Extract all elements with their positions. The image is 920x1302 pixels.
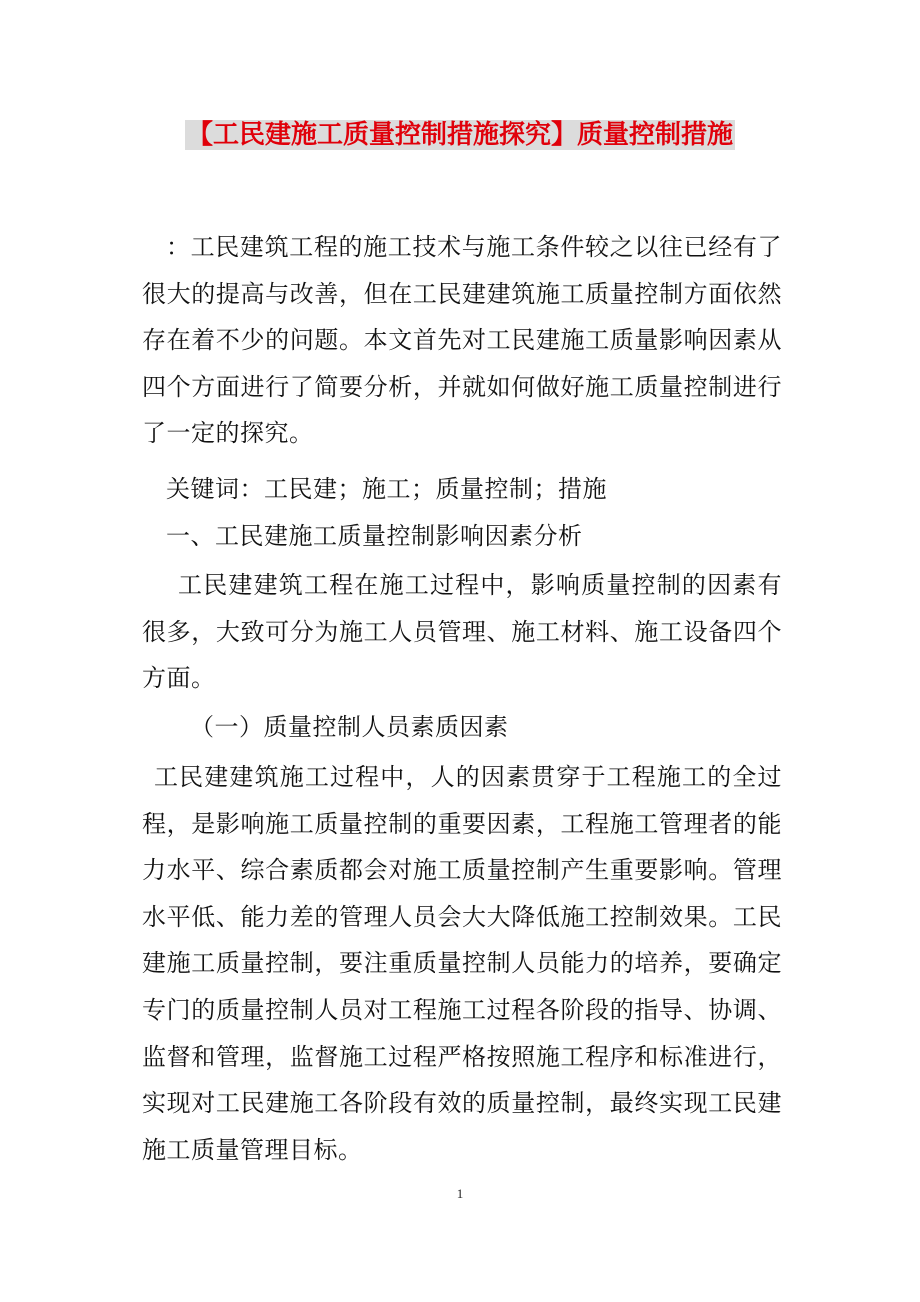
abstract-text: ：工民建筑工程的施工技术与施工条件较之以往已经有了很大的提高与改善，但在工民建建筑施工质量控制方面依然存在着不少的问题。本文首先对工民建施工质量影响因素从四个方面进行了简要分析，并就如何做好施工质量控制进行了一定的探究。: [142, 233, 782, 448]
subsection-heading: （一）质量控制人员素质因素: [190, 713, 509, 741]
section-paragraph: 工民建建筑工程在施工过程中，影响质量控制的因素有很多，大致可分为施工人员管理、施工材料、施工设备四个方面。: [142, 571, 782, 693]
keywords-line: 关键词：工民建；施工；质量控制；措施: [166, 475, 607, 503]
page-number: 1: [456, 1186, 464, 1201]
abstract-paragraph: [142, 224, 782, 457]
subsection-paragraph: 工民建建筑施工过程中，人的因素贯穿于工程施工的全过程，是影响施工质量控制的重要因素，工程施工管理者的能力水平、综合素质都会对施工质量控制产生重要影响。管理水平低、能力差的管理人员会大大降低施工控制效果。工民建施工质量控制，要注重质量控制人员能力的培养，要确定专门的质量控制人员对工程施工过程各阶段的指导、协调、监督和管理，监督施工过程严格按照施工程序和标准进行，实现对工民建施工各阶段有效的质量控制，最终实现工民建施工质量管理目标。: [142, 763, 782, 1164]
section-heading: 一、工民建施工质量控制影响因素分析: [166, 522, 583, 550]
document-title: 【工民建施工质量控制措施探究】质量控制措施: [186, 120, 733, 150]
document-title-block: [0, 116, 920, 154]
